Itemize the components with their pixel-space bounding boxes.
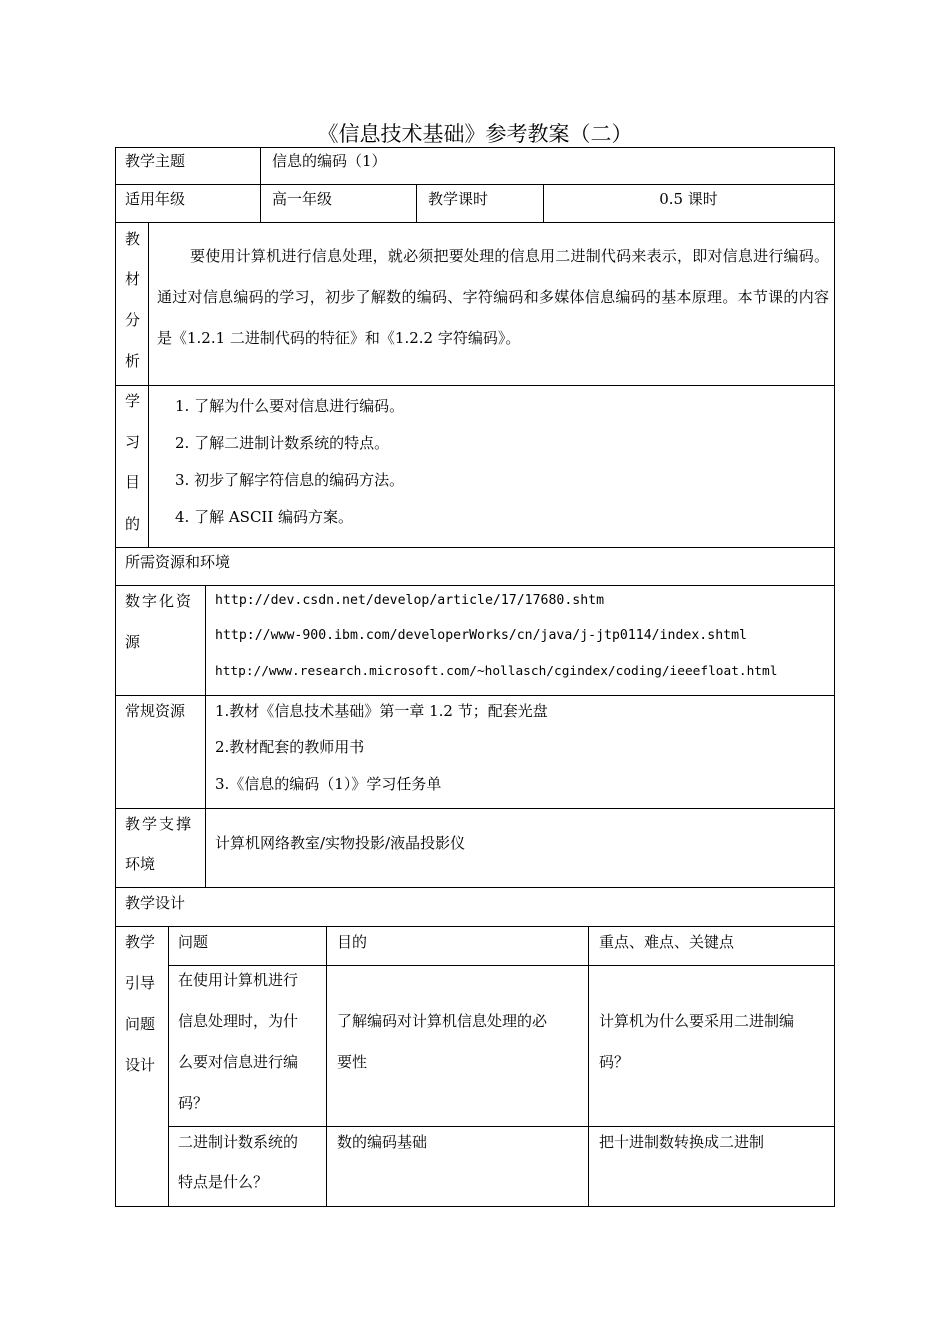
table-rule (115, 385, 835, 386)
resources-heading: 所需资源和环境 (125, 553, 231, 571)
table-border-right (834, 147, 835, 1207)
support-label: 环境 (125, 855, 156, 873)
table-rule (115, 222, 835, 223)
objective-item: 2. 了解二进制计数系统的特点。 (175, 434, 390, 452)
objective-item: 4. 了解 ASCII 编码方案。 (175, 508, 354, 526)
guide-question-line: 二进制计数系统的 (178, 1133, 299, 1151)
guide-header-keypoint: 重点、难点、关键点 (599, 933, 735, 951)
hours-label: 教学课时 (428, 190, 489, 208)
objectives-label-char: 学 (125, 392, 141, 410)
table-rule (326, 926, 327, 1206)
analysis-label-char: 分 (125, 311, 141, 329)
table-rule (115, 184, 835, 185)
table-rule (205, 585, 206, 887)
objectives-label-char: 的 (125, 515, 141, 533)
regular-item: 2.教材配套的教师用书 (215, 738, 365, 756)
table-rule (115, 147, 835, 148)
table-border-left (115, 147, 116, 1207)
guide-purpose-line: 了解编码对计算机信息处理的必 (337, 1012, 548, 1030)
digital-label: 数字化资 (125, 592, 194, 610)
table-rule (148, 222, 149, 547)
analysis-label-char: 材 (125, 270, 141, 288)
resource-url: http://www.research.microsoft.com/~hollasch/cgindex/coding/ieeefloat.html (215, 664, 778, 679)
guide-header-question: 问题 (178, 933, 209, 951)
document-title: 《信息技术基础》参考教案（二） (317, 122, 633, 146)
table-rule (115, 547, 835, 548)
regular-item: 1.教材《信息技术基础》第一章 1.2 节；配套光盘 (215, 702, 548, 720)
table-rule (168, 926, 169, 1206)
guide-label: 设计 (125, 1056, 156, 1074)
table-rule (115, 926, 835, 927)
guide-label: 问题 (125, 1015, 156, 1033)
topic-label: 教学主题 (125, 152, 186, 170)
table-rule (168, 1126, 835, 1127)
analysis-text: 要使用计算机进行信息处理，就必须把要处理的信息用二进制代码来表示，即对信息进行编码。通过对信息编码的学习，初步了解数的编码、字符编码和多媒体信息编码的基本原理。本节课的内容是《1.2.1 二进制代码的特征》和《1.2.2 字符编码》。 (157, 247, 829, 347)
guide-keypoint-line: 把十进制数转换成二进制 (599, 1133, 765, 1151)
guide-question-line: 么要对信息进行编 (178, 1053, 299, 1071)
support-value: 计算机网络教室/实物投影/液晶投影仪 (215, 834, 466, 852)
table-rule (115, 887, 835, 888)
objective-item: 1. 了解为什么要对信息进行编码。 (175, 397, 405, 415)
objectives-label-char: 目 (125, 473, 141, 491)
guide-question-line: 特点是什么？ (178, 1173, 269, 1191)
guide-keypoint-line: 码？ (599, 1053, 630, 1071)
guide-purpose-line: 数的编码基础 (337, 1133, 428, 1151)
objective-item: 3. 初步了解字符信息的编码方法。 (175, 471, 405, 489)
table-rule (115, 585, 835, 586)
table-rule (260, 147, 261, 222)
guide-label: 教学 (125, 933, 156, 951)
hours-value: 0.5 课时 (659, 190, 718, 208)
grade-value: 高一年级 (272, 190, 333, 208)
resource-url: http://www-900.ibm.com/developerWorks/cn/java/j-jtp0114/index.shtml (215, 628, 747, 643)
table-rule (115, 808, 835, 809)
objectives-label-char: 习 (125, 433, 141, 451)
resource-url: http://dev.csdn.net/develop/article/17/17680.shtm (215, 593, 605, 608)
guide-header-purpose: 目的 (337, 933, 368, 951)
analysis-label-char: 教 (125, 230, 141, 248)
table-rule (168, 965, 835, 966)
topic-value: 信息的编码（1） (272, 152, 387, 170)
table-rule (416, 184, 417, 222)
table-rule (115, 1206, 835, 1207)
regular-label: 常规资源 (125, 702, 186, 720)
table-rule (115, 695, 835, 696)
grade-label: 适用年级 (125, 190, 186, 208)
guide-label: 引导 (125, 974, 156, 992)
table-rule (588, 926, 589, 1206)
support-label: 教学支撑 (125, 815, 194, 833)
digital-label: 源 (125, 633, 141, 651)
guide-keypoint-line: 计算机为什么要采用二进制编 (599, 1012, 795, 1030)
analysis-label-char: 析 (125, 352, 141, 370)
design-heading: 教学设计 (125, 894, 186, 912)
guide-question-line: 码？ (178, 1094, 209, 1112)
regular-item: 3.《信息的编码（1）》学习任务单 (215, 775, 442, 793)
guide-purpose-line: 要性 (337, 1053, 368, 1071)
guide-question-line: 在使用计算机进行 (178, 971, 299, 989)
guide-question-line: 信息处理时，为什 (178, 1012, 299, 1030)
